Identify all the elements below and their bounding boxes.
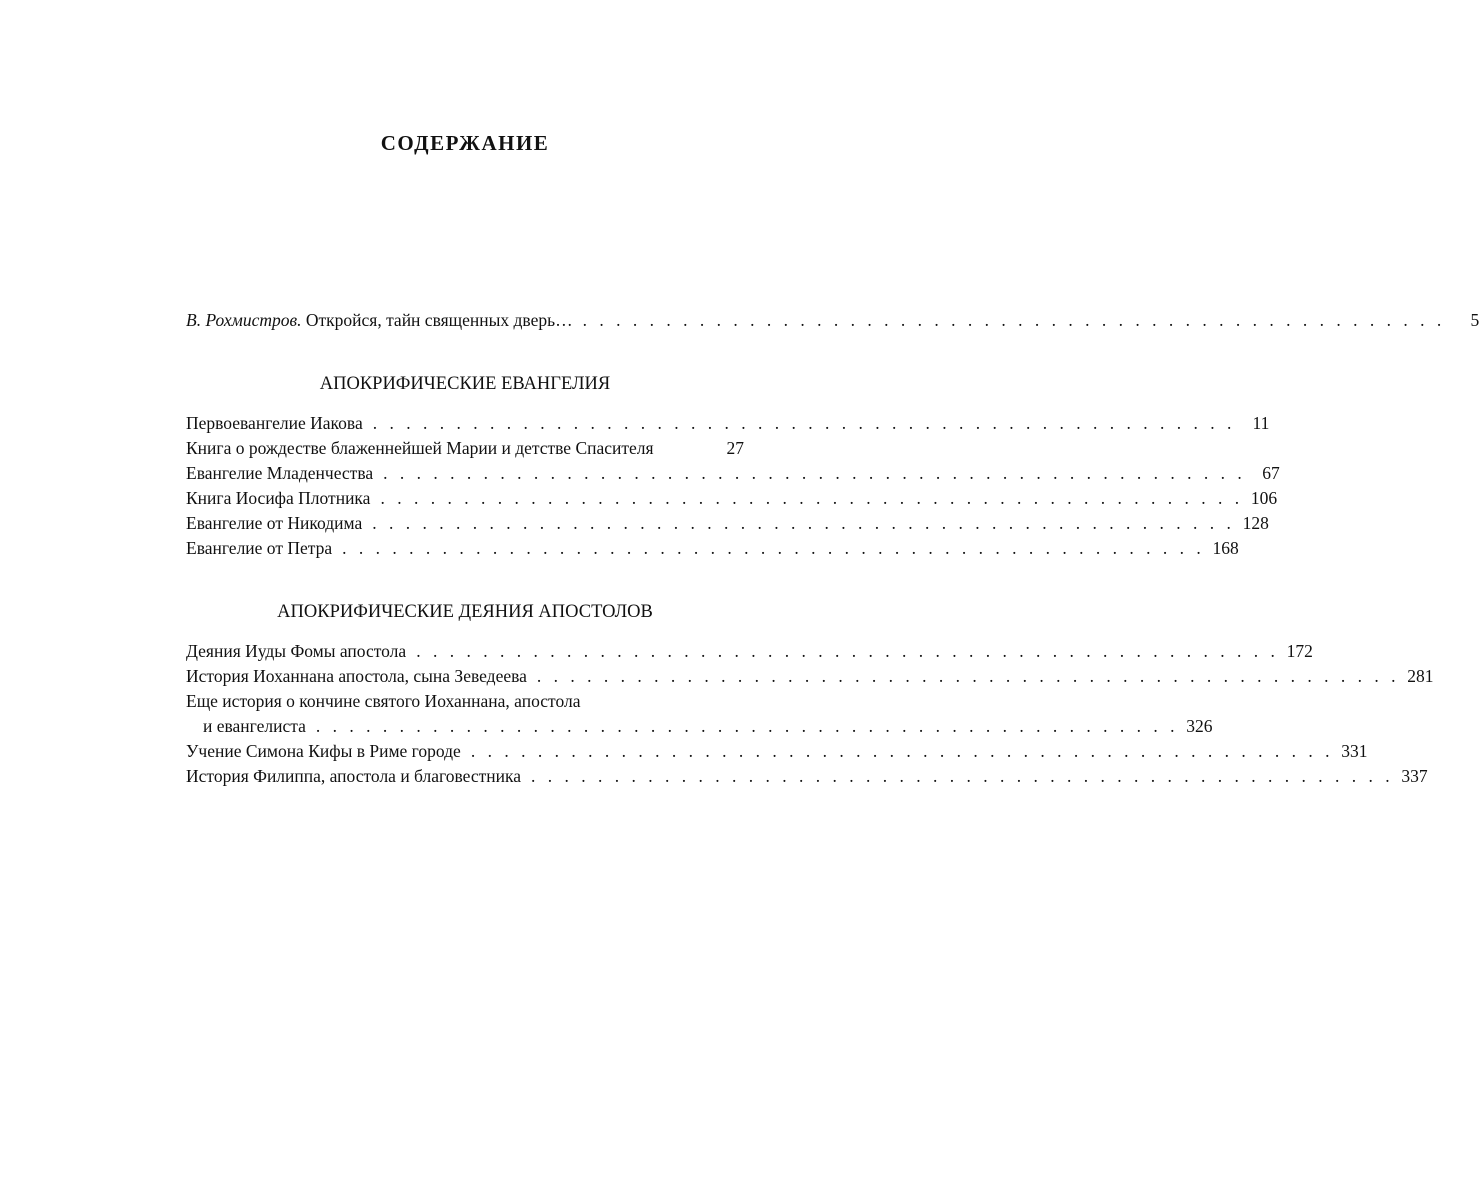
toc-entry-title: История Иоханнана апостола, сына Зеведеева <box>186 666 527 686</box>
toc-entry[interactable] <box>186 739 1368 764</box>
toc-entry[interactable] <box>186 486 1278 511</box>
toc-entry[interactable] <box>186 411 1270 436</box>
toc-entry-page: 168 <box>1212 538 1239 558</box>
toc-entry-title-text: Откройся, тайн священных дверь… <box>305 310 573 330</box>
toc-entry-title: Деяния Иуды Фомы апостола <box>186 641 407 661</box>
dot-leader: . . . . . . . . . . . . . . . . . . . . . . . . . . . . . . . . . . . . . . . . . . . . . . . . . . . . <box>582 310 1446 330</box>
toc-entry[interactable] <box>186 536 1239 561</box>
toc-entry[interactable] <box>186 461 1280 486</box>
toc-entry-title: Книга о рождестве блаженнейшей Марии и детстве Спасителя <box>186 438 654 458</box>
dot-leader: . . . . . . . . . . . . . . . . . . . . . . . . . . . . . . . . . . . . . . . . . . . . . . . . . . . . <box>372 513 1235 533</box>
toc-entry-title: Евангелие от Петра <box>186 538 333 558</box>
toc-entry[interactable] <box>186 639 1313 664</box>
dot-leader: . . . . . . . . . . . . . . . . . . . . . . . . . . . . . . . . . . . . . . . . . . . . . . . . . . . . <box>536 666 1400 686</box>
page-title: СОДЕРЖАНИЕ <box>380 131 550 155</box>
toc-entry-page: 331 <box>1341 741 1368 761</box>
dot-leader: . . . . . . . . . . . . . . . . . . . . . . . . . . . . . . . . . . . . . . . . . . . . . . . . . . . . <box>531 766 1394 786</box>
toc-entry-page: 128 <box>1242 513 1269 533</box>
toc-entry-multiline-second[interactable] <box>186 714 1213 739</box>
section-title-acts: АПОКРИФИЧЕСКИЕ ДЕЯНИЯ АПОСТОЛОВ <box>277 602 653 622</box>
toc-entry[interactable] <box>186 664 1434 689</box>
toc-entry-page: 67 <box>1262 463 1280 483</box>
toc-entry-page: 337 <box>1401 766 1428 786</box>
dot-leader: . . . . . . . . . . . . . . . . . . . . . . . . . . . . . . . . . . . . . . . . . . . . . . . . . . . . <box>380 488 1244 508</box>
dot-leader: . . . . . . . . . . . . . . . . . . . . . . . . . . . . . . . . . . . . . . . . . . . . . . . . . . . . <box>372 413 1236 433</box>
dot-leader: . . . . . . . . . . . . . . . . . . . . . . . . . . . . . . . . . . . . . . . . . . . . . . . . . . . . <box>416 641 1279 661</box>
toc-entry[interactable] <box>186 511 1269 536</box>
section-title-gospels: АПОКРИФИЧЕСКИЕ ЕВАНГЕЛИЯ <box>319 374 611 394</box>
dot-leader: . . . . . . . . . . . . . . . . . . . . . . . . . . . . . . . . . . . . . . . . . . . . . . . . . . . . <box>470 741 1334 761</box>
toc-entry-intro[interactable] <box>186 308 1479 333</box>
toc-entry-page: 326 <box>1186 716 1213 736</box>
toc-entry-page: 27 <box>726 438 744 458</box>
toc-entry-title-continued: и евангелиста <box>203 716 306 736</box>
dot-leader: . . . . . . . . . . . . . . . . . . . . . . . . . . . . . . . . . . . . . . . . . . . . . . . . . . . . <box>315 716 1179 736</box>
toc-entry-title <box>186 308 573 333</box>
toc-entry-page: 281 <box>1407 666 1434 686</box>
toc-entry-title: Учение Симона Кифы в Риме городе <box>186 741 461 761</box>
toc-entry-author: В. Рохмистров. <box>186 310 302 330</box>
toc-entry[interactable] <box>186 436 744 461</box>
dot-leader: . . . . . . . . . . . . . . . . . . . . . . . . . . . . . . . . . . . . . . . . . . . . . . . . . . . . <box>342 538 1205 558</box>
toc-entry-title: Евангелие Младенчества <box>186 463 374 483</box>
toc-entry-page: 106 <box>1250 488 1278 508</box>
dot-leader: . . . . . . . . . . . . . . . . . . . . . . . . . . . . . . . . . . . . . . . . . . . . . . . . . . . . <box>383 463 1246 483</box>
toc-entry[interactable] <box>186 764 1428 789</box>
toc-entry-title: История Филиппа, апостола и благовестника <box>186 766 522 786</box>
toc-entry-page: 172 <box>1286 641 1313 661</box>
toc-entry-title: Евангелие от Никодима <box>186 513 363 533</box>
toc-entry-title: Книга Иосифа Плотника <box>186 488 371 508</box>
toc-entry-page: 5 <box>1470 310 1479 330</box>
toc-entry-title: Еще история о кончине святого Иоханнана, апостола <box>186 691 581 711</box>
toc-entry-title: Первоевангелие Иакова <box>186 413 363 433</box>
toc-entry-multiline-first[interactable] <box>186 689 744 714</box>
table-of-contents <box>186 308 1479 789</box>
toc-entry-page: 11 <box>1252 413 1270 433</box>
